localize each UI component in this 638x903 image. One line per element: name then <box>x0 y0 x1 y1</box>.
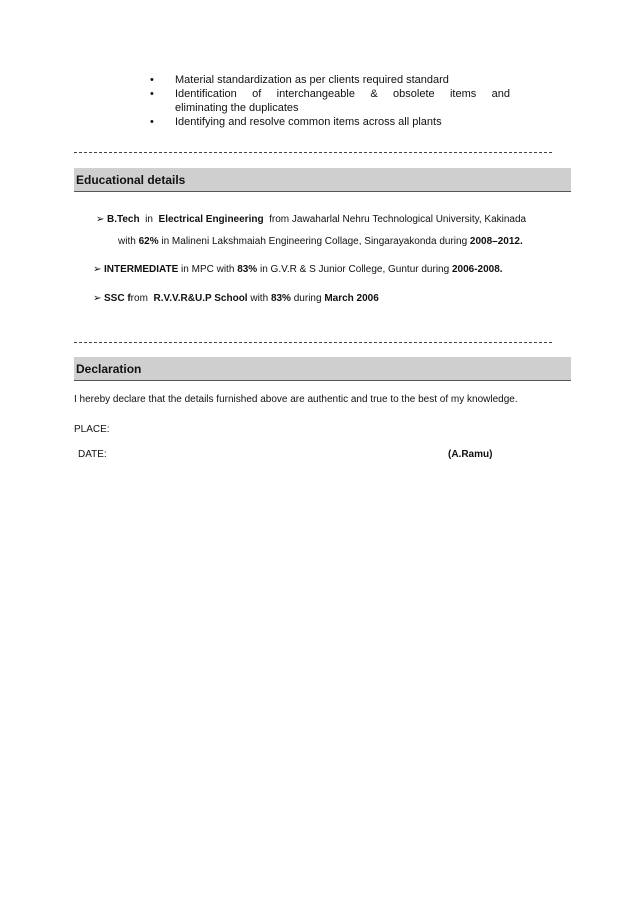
list-item-text: Material standardization as per clients required standard <box>175 74 449 86</box>
declaration-text: I hereby declare that the details furnished above are authentic and true to the best of my knowledge. <box>74 394 518 405</box>
text: rom <box>130 293 148 304</box>
arrow-bullet-icon: ➢ <box>93 293 102 304</box>
arrow-bullet-icon: ➢ <box>96 214 105 225</box>
section-title: Educational details <box>76 173 186 187</box>
text: with <box>250 293 269 304</box>
years: 2006-2008. <box>451 264 503 275</box>
list-item-text <box>175 87 510 101</box>
degree: INTERMEDIATE <box>104 264 179 275</box>
list-item <box>150 73 510 87</box>
arrow-bullet-icon: ➢ <box>93 264 102 275</box>
signature-name: (A.Ramu) <box>448 449 493 460</box>
section-title: Declaration <box>76 362 142 376</box>
text: in MPC with <box>181 264 235 275</box>
place-label: PLACE: <box>74 424 110 435</box>
dashed-separator <box>74 342 552 343</box>
word: and <box>491 88 510 100</box>
list-item-text: Identifying and resolve common items across all plants <box>175 116 442 128</box>
list-item <box>150 115 510 129</box>
list-item <box>150 87 510 115</box>
section-header-declaration <box>74 357 571 381</box>
degree: SSC f <box>104 293 131 304</box>
text: during <box>293 293 322 304</box>
bullet-icon: • <box>150 116 154 128</box>
word: of <box>252 88 262 100</box>
dashed-separator <box>74 152 552 153</box>
college: in Malineni Lakshmaiah Engineering Collage, Singarayakonda during <box>161 236 468 247</box>
section-header-education <box>74 168 571 192</box>
school: R.V.V.R&U.P School <box>153 293 248 304</box>
degree: B.Tech <box>107 214 140 225</box>
date-label: DATE: <box>78 449 107 460</box>
bullet-icon: • <box>150 88 154 100</box>
text: with <box>118 236 136 247</box>
date: March 2006 <box>324 293 379 304</box>
bullet-icon: • <box>150 74 154 86</box>
field: Electrical Engineering <box>158 214 264 225</box>
word: Identification <box>175 88 237 100</box>
word: & <box>370 88 378 100</box>
education-entry-intermediate <box>93 263 503 276</box>
university: from Jawaharlal Nehru Technological University, Kakinada <box>269 214 527 225</box>
list-item-text-continued: eliminating the duplicates <box>175 102 299 114</box>
word: interchangeable <box>276 88 355 100</box>
word: items <box>449 88 477 100</box>
word: obsolete <box>393 88 435 100</box>
education-entry-btech <box>96 213 526 226</box>
text: in <box>145 214 153 225</box>
percentage: 83% <box>270 293 291 304</box>
education-entry-ssc <box>93 292 379 305</box>
education-entry-btech-continued <box>118 235 523 248</box>
percentage: 83% <box>237 264 258 275</box>
years: 2008–2012. <box>469 236 523 247</box>
responsibility-list <box>150 73 510 129</box>
percentage: 62% <box>138 236 159 247</box>
college: in G.V.R & S Junior College, Guntur during <box>259 264 450 275</box>
